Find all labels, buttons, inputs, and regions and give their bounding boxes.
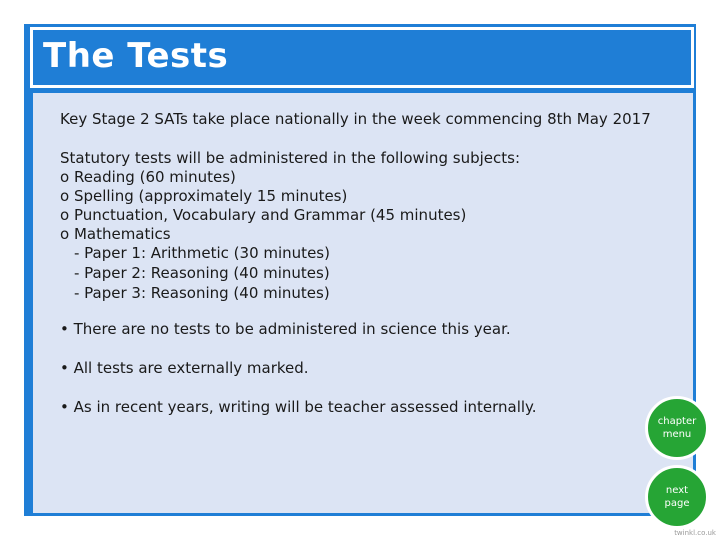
intro-text: Key Stage 2 SATs take place nationally in the week commencing 8th May 2017 [60,110,651,128]
next-page-label-line1: next [665,485,689,496]
maths-paper: - Paper 2: Reasoning (40 minutes) [74,264,330,282]
next-page-button[interactable] [645,465,709,529]
credit-text: twinkl.co.uk [674,529,716,537]
bullet-item: • All tests are externally marked. [60,359,309,377]
subjects-heading: Statutory tests will be administered in the following subjects: [60,149,521,167]
maths-paper: - Paper 1: Arithmetic (30 minutes) [74,244,330,262]
subject-item: o Reading (60 minutes) [60,168,236,186]
title-box [30,27,694,88]
slide-title: The Tests [43,36,229,76]
maths-paper: - Paper 3: Reasoning (40 minutes) [74,284,330,302]
subject-item: o Spelling (approximately 15 minutes) [60,187,348,205]
bullet-item: • There are no tests to be administered in science this year. [60,320,511,338]
bullet-item: • As in recent years, writing will be teacher assessed internally. [60,398,537,416]
next-page-label-line2: page [664,498,690,509]
chapter-menu-label-line1: chapter [657,416,697,427]
chapter-menu-button[interactable] [645,396,709,460]
subject-item: o Punctuation, Vocabulary and Grammar (45 minutes) [60,206,467,224]
chapter-menu-label-line2: menu [662,429,692,440]
subject-item: o Mathematics [60,225,171,243]
